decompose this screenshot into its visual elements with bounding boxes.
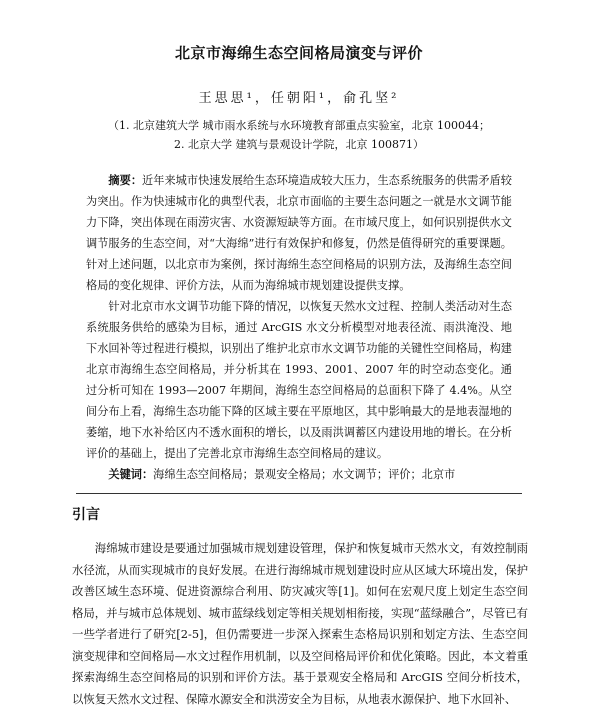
abstract-text: 近年来城市快速发展给生态环境造成较大压力，生态系统服务的供需矛盾较为突出。作为快速城市化的典型代表，北京市面临的主要生态问题之一就是水文调节能力下降，突出体现在雨涝灾害、水资源短缺等方面。在市域尺度上，如何识别提供水文调节服务的生态空间，对“大海绵”进行有效保护和修复，仍然是值得研究的重要课题。针对上述问题，以北京市为案例，探讨海绵生态空间格局的识别方法，及海绵生态空间格局的变化规律、评价方法，从而为海绵城市规划建设提供支撑。 [86,174,512,292]
paper-title: 北京市海绵生态空间格局演变与评价 [174,44,423,62]
keywords-text: 海绵生态空间格局；景观安全格局；水文调节；评价；北京市 [153,468,456,481]
introduction-body [72,538,528,710]
abstract-paragraph [86,170,512,296]
keywords [86,464,512,485]
author-list: 王思思¹，任朝阳¹，俞孔坚² [198,91,400,106]
abstract-label: 摘要： [108,174,143,187]
affiliations [86,116,512,154]
abstract [86,170,512,464]
section-heading-introduction: 引言 [72,507,100,523]
section-divider [76,493,522,494]
affiliation-line: 2. 北京大学 建筑与景观设计学院，北京 100871） [174,138,424,151]
abstract-paragraph: 针对北京市水文调节功能下降的情况，以恢复天然水文过程、控制人类活动对生态系统服务供给的感染为目标，通过 ArcGIS 水文分析模型对地表径流、雨洪淹没、地下水回补等过程进行模拟，识别出了维护北京市水文调节功能的关键性空间格局，构建北京市海绵生态空间格局，并分析其在 1993、2001、2007 年的时空动态变化。通过分析可知在 1993—2007 年期间，海绵生态空间格局的总面积下降了 4.4%。从空间分布上看，海绵生态功能下降的区域主要在平原地区，其中影响最大的是地表湿地的萎缩，地下水补给区内不透水面积的增长，以及雨洪调蓄区内建设用地的增长。在分析评价的基础上，提出了完善北京市海绵生态空间格局的建议。 [86,300,512,460]
body-paragraph: 海绵城市建设是要通过加强城市规划建设管理，保护和恢复城市天然水文，有效控制雨水径流，从而实现城市的良好发展。在进行海绵城市规划建设时应从区域大环境出发，保护改善区域生态环境、促进资源综合利用、防灾减灾等[1]。如何在宏观尺度上划定生态空间格局，并与城市总体规划、城市蓝绿线划定等相关规划相衔接，实现“蓝绿融合”，尽管已有一些学者进行了研究[2-5]，但仍需要进一步深入探索生态格局识别和划定方法、生态空间演变规律和空间格局—水文过程作用机制，以及空间格局评价和优化策略。因此，本文着重探索海绵生态空间格局的识别和评价方法。基于景观安全格局和 ArcGIS 空间分析技术，以恢复天然水文过程、保障水源安全和洪涝安全为目标，从地表水源保护、地下水回补、 [72,541,528,706]
affiliation-line: （1. 北京建筑大学 城市雨水系统与水环境教育部重点实验室，北京 100044； [108,119,490,132]
keywords-label: 关键词： [108,468,154,481]
